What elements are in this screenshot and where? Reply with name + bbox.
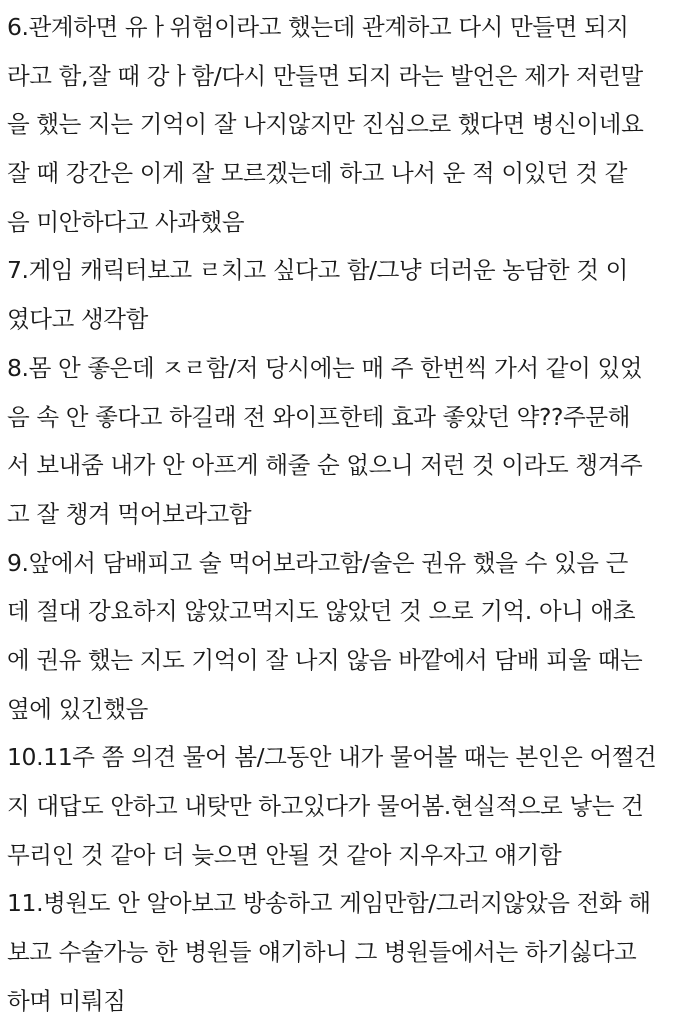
text-line: 음 속 안 좋다고 하길래 전 와이프한테 효과 좋았던 약??주문해 <box>7 402 630 431</box>
text-line: 데 절대 강요하지 않았고먹지도 않았던 것 으로 기억. 아니 애초 <box>7 597 636 626</box>
text-line: 을 했는 지는 기억이 잘 나지않지만 진심으로 했다면 병신이네요 <box>7 110 644 139</box>
text-line: 7.게임 캐릭터보고 ㄹ치고 싶다고 함/그냥 더러운 농담한 것 이 <box>7 256 628 285</box>
text-line: 6.관계하면 유ㅏ위험이라고 했는데 관계하고 다시 만들면 되지 <box>7 13 629 41</box>
text-line: 무리인 것 같아 더 늦으면 안될 것 같아 지우자고 얘기함 <box>7 840 562 869</box>
text-line: 11.병원도 안 알아보고 방송하고 게임만함/그러지않았음 전화 해 <box>7 889 651 918</box>
text-line: 라고 함,잘 때 강ㅏ함/다시 만들면 되지 라는 발언은 제가 저런말 <box>7 61 643 90</box>
text-line: 였다고 생각함 <box>7 305 148 334</box>
text-line: 옆에 있긴했음 <box>7 694 148 723</box>
text-line: 8.몸 안 좋은데 ㅈㄹ함/저 당시에는 매 주 한번씩 가서 같이 있었 <box>7 353 643 382</box>
text-line: 서 보내줌 내가 안 아프게 해줄 순 없으니 저런 것 이라도 챙겨주 <box>7 451 643 480</box>
text-line: 음 미안하다고 사과했음 <box>7 207 245 236</box>
text-line: 10.11주 쯤 의견 물어 봄/그동안 내가 물어볼 때는 본인은 어쩔건 <box>7 743 657 772</box>
text-line: 지 대답도 안하고 내탓만 하고있다가 물어봄.현실적으로 낳는 건 <box>7 792 644 820</box>
text-line: 하며 미뤄짐 <box>7 986 126 1015</box>
text-line: 에 권유 했는 지도 기억이 잘 나지 않음 바깥에서 담배 피울 때는 <box>7 645 643 674</box>
text-line: 보고 수술가능 한 병원들 얘기하니 그 병원들에서는 하기싫다고 <box>7 938 637 967</box>
text-line: 9.앞에서 담배피고 술 먹어보라고함/술은 권유 했을 수 있음 근 <box>7 548 628 577</box>
text-line: 고 잘 챙겨 먹어보라고함 <box>7 499 252 528</box>
text-line: 잘 때 강간은 이게 잘 모르겠는데 하고 나서 운 적 이있던 것 같 <box>7 159 628 188</box>
